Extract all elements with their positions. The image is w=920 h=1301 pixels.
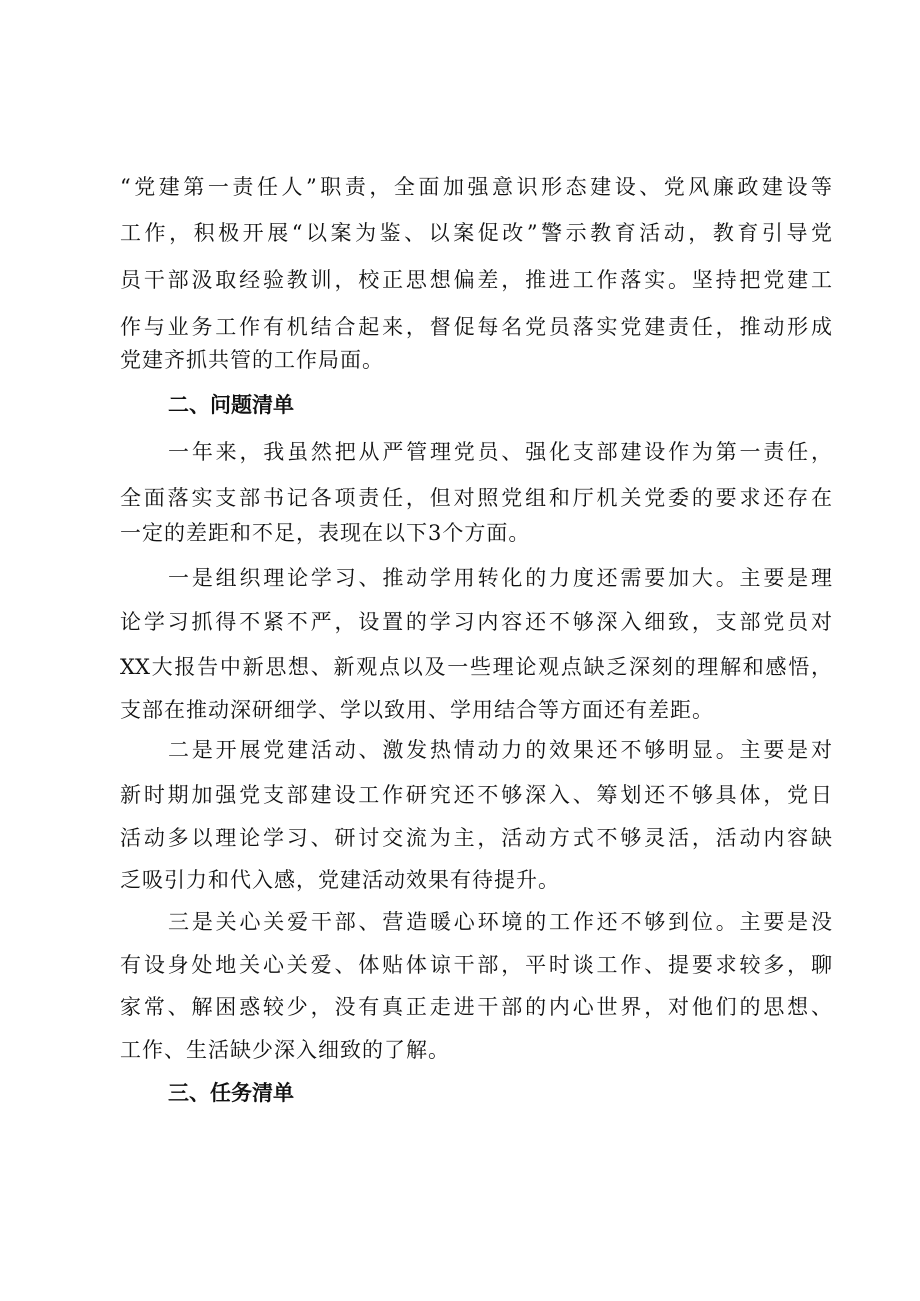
paragraph-line: 乏吸引力和代入感，党建活动效果有待提升。 <box>120 868 560 892</box>
paragraph-line: 支部在推动深研细学、学以致用、学用结合等方面还有差距。 <box>120 698 714 722</box>
paragraph-line: “党建第一责任人”职责，全面加强意识形态建设、党风廉政建设等 <box>120 175 832 199</box>
paragraph-line: 一是组织理论学习、推动学用转化的力度还需要加大。主要是理 <box>168 566 832 590</box>
section-heading-problems: 二、问题清单 <box>168 393 294 417</box>
paragraph-line: 工作、生活缺少深入细致的了解。 <box>120 1038 450 1062</box>
paragraph-line: 全面落实支部书记各项责任，但对照党组和厅机关党委的要求还存在 <box>120 486 832 510</box>
paragraph-line: 家常、解困惑较少，没有真正走进干部的内心世界，对他们的思想、 <box>120 995 832 1019</box>
paragraph-line: 一年来，我虽然把从严管理党员、强化支部建设作为第一责任， <box>168 440 832 464</box>
paragraph-line: 三是关心关爱干部、营造暖心环境的工作还不够到位。主要是没 <box>168 910 832 934</box>
paragraph-line: 活动多以理论学习、研讨交流为主，活动方式不够灵活，活动内容缺 <box>120 826 832 850</box>
paragraph-line: 党建齐抓共管的工作局面。 <box>120 348 384 372</box>
paragraph-line: 作与业务工作有机结合起来，督促每名党员落实党建责任，推动形成 <box>120 315 832 339</box>
paragraph-line: 二是开展党建活动、激发热情动力的效果还不够明显。主要是对 <box>168 738 832 762</box>
paragraph-line: 一定的差距和不足，表现在以下3个方面。 <box>120 521 531 545</box>
paragraph-line: 有设身处地关心关爱、体贴体谅干部，平时谈工作、提要求较多，聊 <box>120 953 832 977</box>
paragraph-line: 工作，积极开展“以案为鉴、以案促改”警示教育活动，教育引导党 <box>120 221 832 245</box>
paragraph-line: 新时期加强党支部建设工作研究还不够深入、筹划还不够具体，党日 <box>120 783 832 807</box>
section-heading-tasks: 三、任务清单 <box>168 1081 294 1105</box>
paragraph-line: 论学习抓得不紧不严，设置的学习内容还不够深入细致，支部党员对 <box>120 610 832 634</box>
paragraph-line: 员干部汲取经验教训，校正思想偏差，推进工作落实。坚持把党建工 <box>120 268 832 292</box>
paragraph-line: XX大报告中新思想、新观点以及一些理论观点缺乏深刻的理解和感悟， <box>120 655 832 679</box>
